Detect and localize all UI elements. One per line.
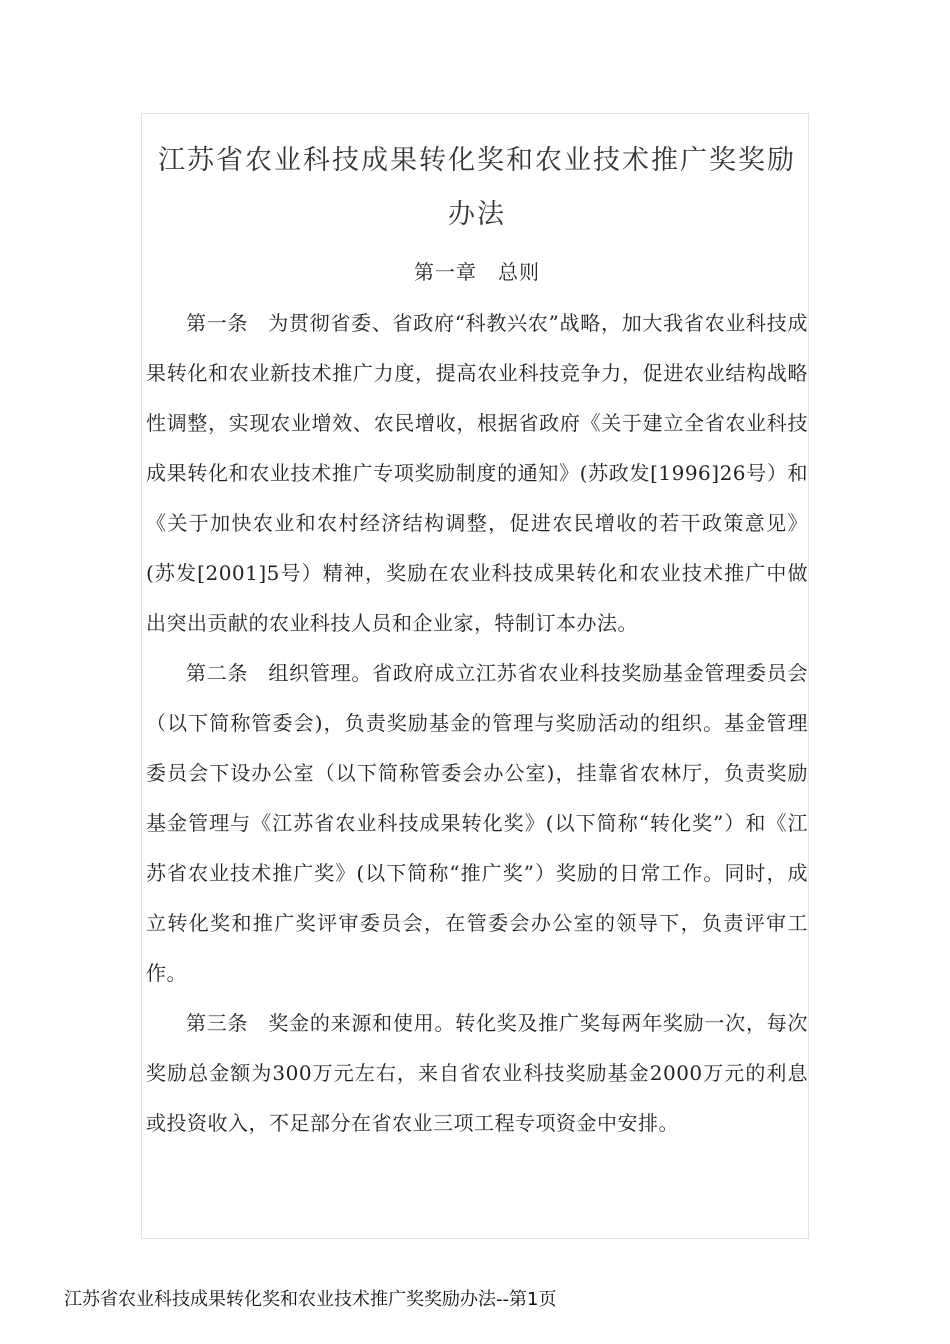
article-1-label: 第一条: [186, 311, 249, 335]
article-2: [146, 648, 808, 998]
article-2-label: 第二条: [186, 661, 249, 685]
article-1: [146, 298, 808, 648]
article-3: [146, 998, 808, 1148]
article-3-text: 奖金的来源和使用。转化奖及推广奖每两年奖励一次，每次奖励总金额为300万元左右，来自省农业科技奖励基金2000万元的利息或投资收入，不足部分在省农业三项工程专项资金中安排。: [146, 1011, 809, 1135]
article-2-text: 组织管理。省政府成立江苏省农业科技奖励基金管理委员会（以下简称管委会)，负责奖励基金的管理与奖励活动的组织。基金管理委员会下设办公室（以下简称管委会办公室)，挂靠省农林厅，负责奖励基金管理与《江苏省农业科技成果转化奖》(以下简称“转化奖”）和《江苏省农业技术推广奖》(以下简称“推广奖”）奖励的日常工作。同时，成立转化奖和推广奖评审委员会，在管委会办公室的领导下，负责评审工作。: [146, 661, 809, 985]
page-footer: 江苏省农业科技成果转化奖和农业技术推广奖奖励办法--第1页: [64, 1289, 557, 1310]
article-3-label: 第三条: [186, 1011, 249, 1035]
article-1-text: 为贯彻省委、省政府“科教兴农”战略，加大我省农业科技成果转化和农业新技术推广力度，提高农业科技竞争力，促进农业结构战略性调整，实现农业增效、农民增收，根据省政府《关于建立全省农业科技成果转化和农业技术推广专项奖励制度的通知》(苏政发[1996]26号）和《关于加快农业和农村经济结构调整，促进农民增收的若干政策意见》(苏发[2001]5号）精神，奖励在农业科技成果转化和农业技术推广中做出突出贡献的农业科技人员和企业家，特制订本办法。: [146, 311, 809, 635]
chapter-heading: 第一章 总则: [414, 260, 540, 284]
document-body: [146, 134, 808, 1148]
document-title: 江苏省农业科技成果转化奖和农业技术推广奖奖励办法: [158, 145, 796, 230]
